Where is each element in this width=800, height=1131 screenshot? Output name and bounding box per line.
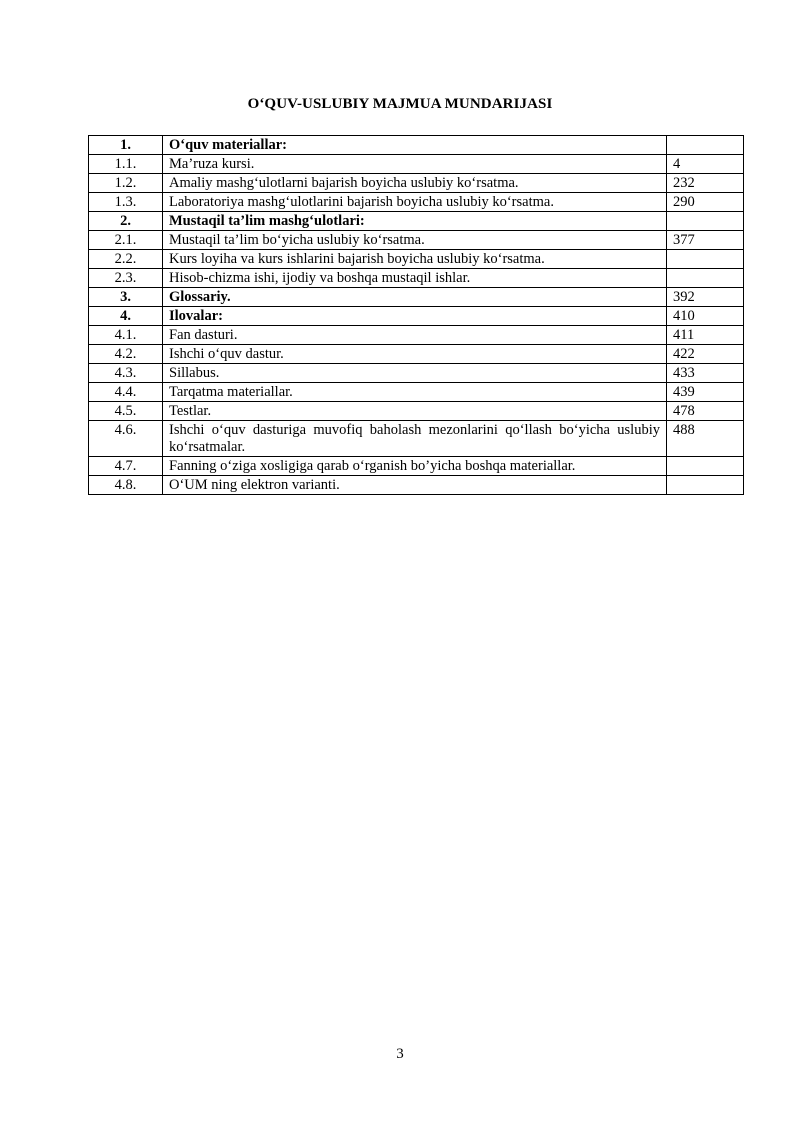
toc-page-number (667, 476, 744, 495)
toc-row (89, 174, 744, 193)
toc-page-number (667, 136, 744, 155)
toc-page-number: 439 (667, 383, 744, 402)
toc-page-number: 433 (667, 364, 744, 383)
document-title: O‘QUV-USLUBIY MAJMUA MUNDARIJASI (247, 96, 553, 112)
toc-row (89, 307, 744, 326)
toc-row (89, 269, 744, 288)
toc-body (89, 136, 744, 495)
toc-number: 4.2. (89, 345, 163, 364)
toc-entry-text: Ilovalar: (163, 307, 667, 326)
toc-entry-text: Mustaqil ta’lim bo‘yicha uslubiy ko‘rsatma. (163, 231, 667, 250)
toc-row (89, 402, 744, 421)
toc-number: 4.7. (89, 457, 163, 476)
toc-entry-text: Sillabus. (163, 364, 667, 383)
toc-row (89, 136, 744, 155)
toc-number: 4.8. (89, 476, 163, 495)
toc-page-number: 478 (667, 402, 744, 421)
toc-page-number: 422 (667, 345, 744, 364)
toc-entry-text: Laboratoriya mashg‘ulotlarini bajarish boyicha uslubiy ko‘rsatma. (163, 193, 667, 212)
toc-number: 1.3. (89, 193, 163, 212)
toc-number: 1.2. (89, 174, 163, 193)
toc-number: 2.2. (89, 250, 163, 269)
toc-number: 4.1. (89, 326, 163, 345)
toc-page-number: 290 (667, 193, 744, 212)
toc-page-number: 232 (667, 174, 744, 193)
toc-entry-text: Fanning o‘ziga xosligiga qarab o‘rganish bo’yicha boshqa materiallar. (163, 457, 667, 476)
toc-number: 4.5. (89, 402, 163, 421)
toc-number: 2.1. (89, 231, 163, 250)
toc-page-number: 488 (667, 421, 744, 457)
toc-page-number: 4 (667, 155, 744, 174)
toc-page-number (667, 457, 744, 476)
toc-entry-text: O‘UM ning elektron varianti. (163, 476, 667, 495)
toc-entry-text: Tarqatma materiallar. (163, 383, 667, 402)
toc-entry-text: Hisob-chizma ishi, ijodiy va boshqa mustaqil ishlar. (163, 269, 667, 288)
toc-entry-text: Ishchi o‘quv dastur. (163, 345, 667, 364)
toc-entry-text: Fan dasturi. (163, 326, 667, 345)
toc-number: 2. (89, 212, 163, 231)
toc-number: 3. (89, 288, 163, 307)
toc-page-number: 410 (667, 307, 744, 326)
toc-entry-text: Kurs loyiha va kurs ishlarini bajarish boyicha uslubiy ko‘rsatma. (163, 250, 667, 269)
toc-row (89, 364, 744, 383)
toc-page-number (667, 212, 744, 231)
toc-row (89, 155, 744, 174)
toc-row (89, 193, 744, 212)
toc-entry-text: Ishchi o‘quv dasturiga muvofiq baholash mezonlarini qo‘llash bo‘yicha uslubiy ko‘rsatmalar. (163, 421, 667, 457)
toc-row (89, 326, 744, 345)
toc-row (89, 250, 744, 269)
toc-row (89, 288, 744, 307)
toc-number: 1.1. (89, 155, 163, 174)
toc-page-number: 411 (667, 326, 744, 345)
toc-row (89, 457, 744, 476)
toc-page-number: 377 (667, 231, 744, 250)
toc-row (89, 231, 744, 250)
toc-page-number: 392 (667, 288, 744, 307)
toc-entry-text: O‘quv materiallar: (163, 136, 667, 155)
toc-entry-text: Mustaqil ta’lim mashg‘ulotlari: (163, 212, 667, 231)
toc-row (89, 345, 744, 364)
table-of-contents (88, 135, 744, 495)
toc-row (89, 212, 744, 231)
toc-number: 4.3. (89, 364, 163, 383)
toc-page-number (667, 269, 744, 288)
toc-entry-text: Amaliy mashg‘ulotlarni bajarish boyicha uslubiy ko‘rsatma. (163, 174, 667, 193)
page-number: 3 (396, 1046, 404, 1062)
toc-number: 4. (89, 307, 163, 326)
toc-row (89, 476, 744, 495)
toc-number: 4.4. (89, 383, 163, 402)
toc-entry-text: Glossariy. (163, 288, 667, 307)
toc-number: 4.6. (89, 421, 163, 457)
toc-number: 1. (89, 136, 163, 155)
toc-row (89, 421, 744, 457)
toc-number: 2.3. (89, 269, 163, 288)
toc-page-number (667, 250, 744, 269)
toc-entry-text: Testlar. (163, 402, 667, 421)
toc-entry-text: Ma’ruza kursi. (163, 155, 667, 174)
toc-row (89, 383, 744, 402)
